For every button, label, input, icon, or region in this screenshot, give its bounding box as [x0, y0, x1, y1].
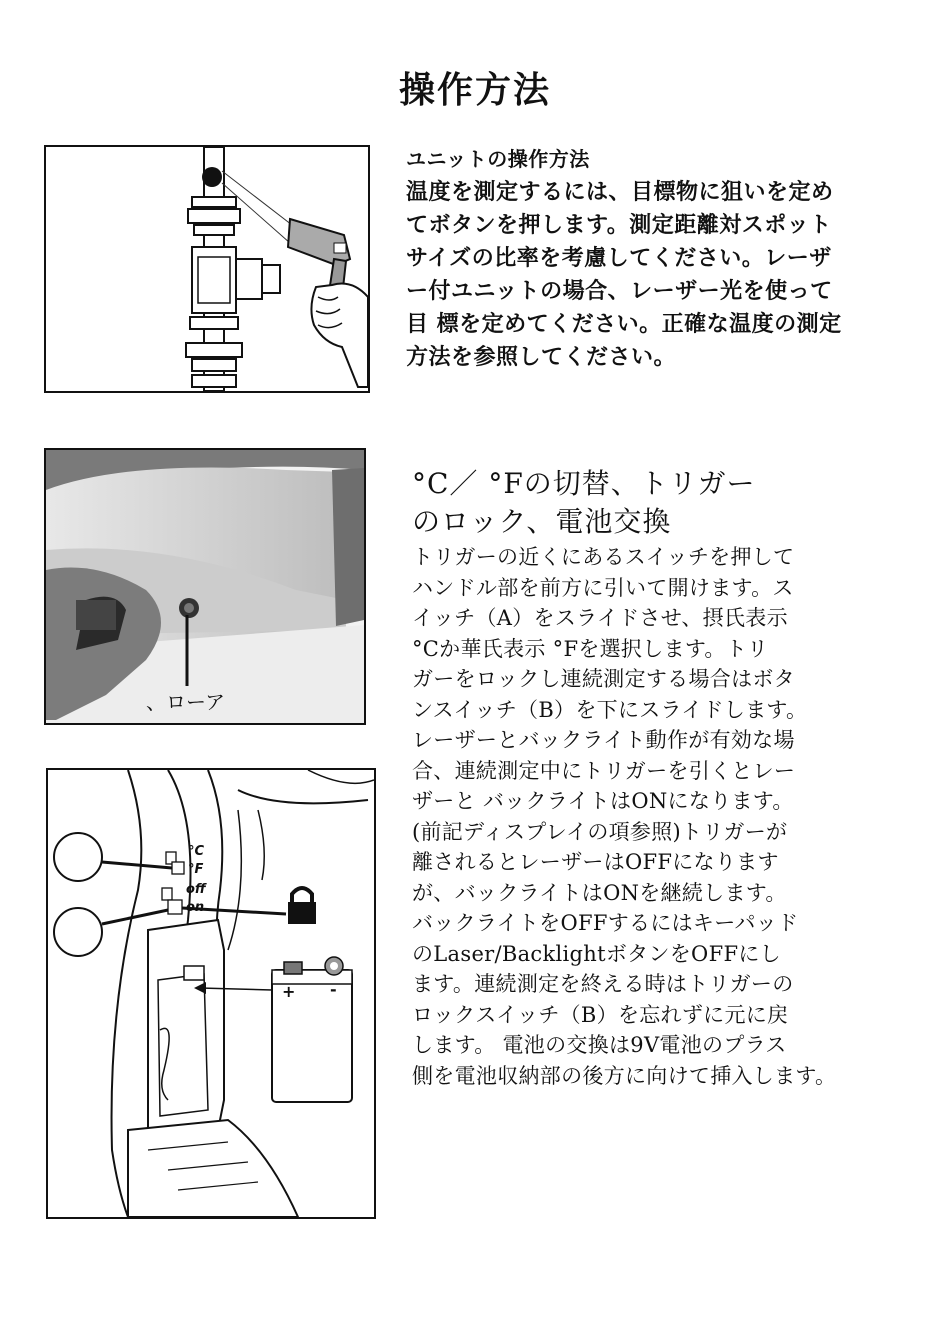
battery-minus-label: - [330, 980, 337, 999]
text-line: トリガーの近くにあるスイッチを押して [412, 545, 795, 569]
heading-line: のロック、電池交換 [412, 505, 672, 538]
callout-b-icon [54, 908, 102, 956]
text-line: ンスイッチ（B）を下にスライドします。 [412, 697, 808, 722]
text-line: 離されるとレーザーはOFFになります [412, 850, 779, 874]
aiming-illustration [44, 145, 370, 393]
battery-compartment-diagram [46, 768, 376, 1219]
celsius-label: °C [188, 844, 205, 859]
hand-icon [311, 284, 368, 388]
text-line: します。 電池の交換は9V電池のプラス [412, 1033, 787, 1057]
text-line: ハンドル部を前方に引いて開けます。ス [412, 575, 794, 600]
off-label: off [186, 882, 206, 897]
subheading: ユニットの操作方法 [406, 147, 590, 171]
text-line: ザーと バックライトはONになります。 [412, 789, 794, 813]
handle-photo [44, 448, 366, 725]
text-line: °Cか華氏表示 °Fを選択します。トリ [412, 636, 769, 661]
figure-label: 、ローア [146, 690, 225, 714]
heading-line: °C／ °Fの切替、トリガー [412, 467, 756, 500]
text-line: 温度を測定するには、目標物に狙いを定め [406, 180, 834, 205]
text-line: ロックスイッチ（B）を忘れずに元に戻 [412, 1002, 789, 1027]
lock-icon [288, 888, 316, 924]
battery-plus-label: + [282, 982, 296, 1001]
text-line: レーザーとバックライト動作が有効な場 [412, 728, 795, 752]
switch-instructions [412, 542, 912, 1091]
text-line: のLaser/BacklightボタンをOFFにし [412, 941, 781, 966]
operation-instructions [406, 146, 906, 374]
text-line: サイズの比率を考慮してください。レーザ [406, 246, 832, 271]
text-line: 目 標を定めてください。正確な温度の測定 [406, 312, 842, 337]
text-line: ガーをロックし連続測定する場合はボタ [412, 667, 795, 691]
target-spot-icon [202, 167, 222, 187]
callout-a-icon [54, 833, 102, 881]
battery-icon [272, 957, 352, 1102]
fahrenheit-label: °F [188, 862, 204, 877]
text-line: 側を電池収納部の後方に向けて挿入します。 [412, 1063, 837, 1088]
page-title: 操作方法 [398, 70, 551, 111]
text-line: (前記ディスプレイの項参照)トリガーが [412, 819, 788, 844]
on-label: on [186, 900, 205, 915]
section-heading [412, 465, 932, 541]
text-line: バックライトをOFFするにはキーパッド [412, 911, 799, 935]
text-line: てボタンを押します。測定距離対スポット [406, 213, 832, 238]
text-line: イッチ（A）をスライドさせ、摂氏表示 [412, 606, 788, 630]
text-line: が、バックライトはONを継続します。 [412, 880, 787, 905]
text-line: ます。連続測定を終える時はトリガーの [412, 972, 794, 996]
text-line: ー付ユニットの場合、レーザー光を使って [406, 279, 833, 304]
text-line: 合、連続測定中にトリガーを引くとレー [412, 758, 796, 783]
text-line: 方法を参照してください。 [406, 345, 677, 370]
